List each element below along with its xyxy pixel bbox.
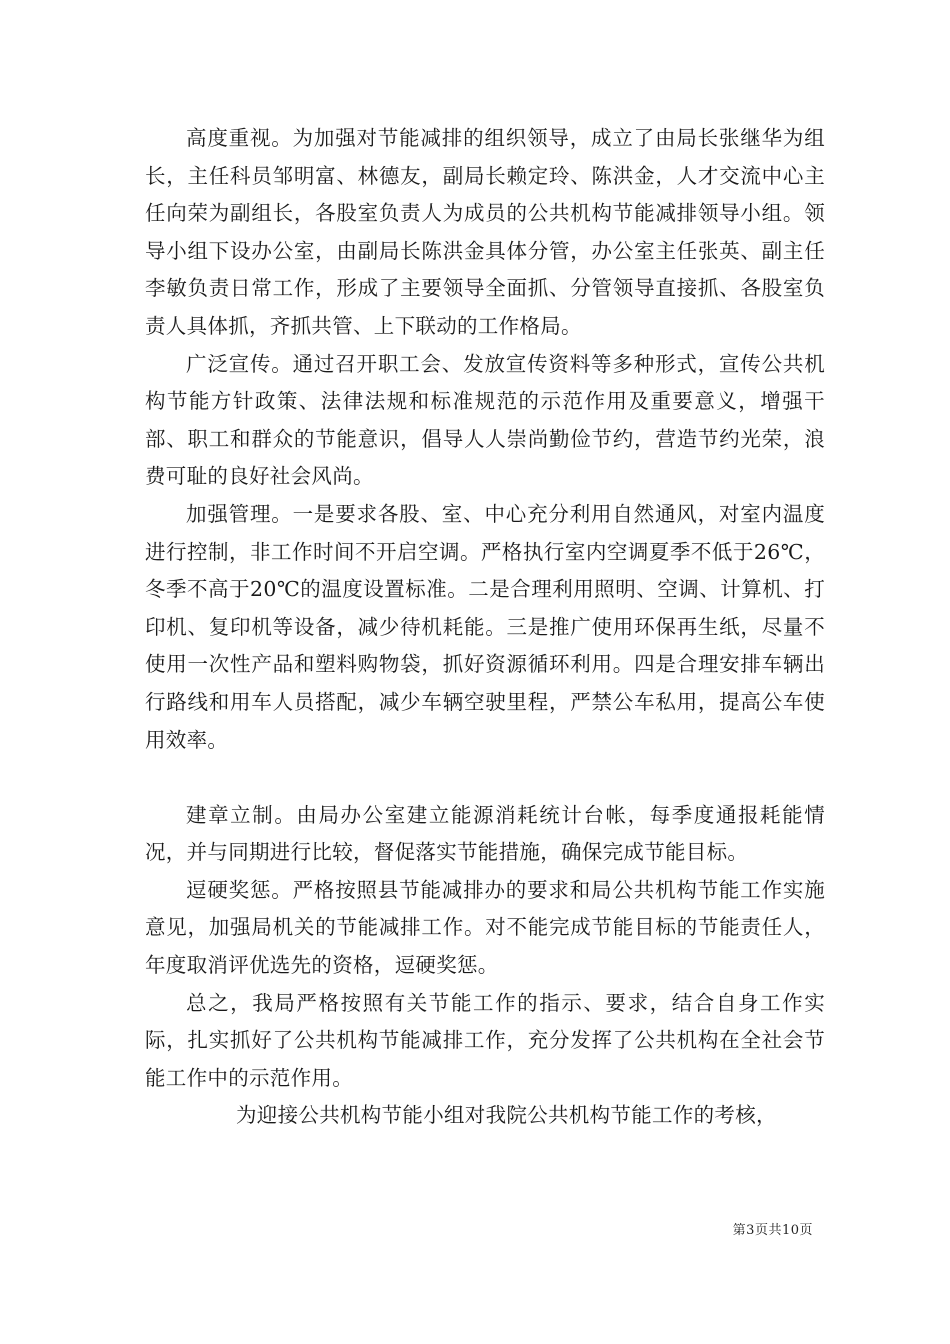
paragraph-publicity: 广泛宣传。通过召开职工会、发放宣传资料等多种形式，宣传公共机构节能方针政策、法律法规和标准规范的示范作用及重要意义，增强干部、职工和群众的节能意识，倡导人人崇尚勤俭节约，营造节约光荣，浪费可耻的良好社会风尚。 [145, 351, 825, 489]
document-body [145, 120, 825, 1135]
paragraph-rewards: 逗硬奖惩。严格按照县节能减排办的要求和局公共机构节能工作实施意见，加强局机关的节能减排工作。对不能完成节能目标的节能责任人，年度取消评优选先的资格，逗硬奖惩。 [145, 877, 825, 978]
paragraph-regulations: 建章立制。由局办公室建立能源消耗统计台帐，每季度通报耗能情况，并与同期进行比较，督促落实节能措施，确保完成节能目标。 [145, 802, 825, 865]
paragraph-summary: 总之，我局严格按照有关节能工作的指示、要求，结合自身工作实际，扎实抓好了公共机构节能减排工作，充分发挥了公共机构在全社会节能工作中的示范作用。 [145, 990, 825, 1090]
paragraph-management: 加强管理。一是要求各股、室、中心充分利用自然通风，对室内温度进行控制，非工作时间不开启空调。严格执行室内空调夏季不低于26℃，冬季不高于20℃的温度设置标准。二是合理利用照明、空调、计算机、打印机、复印机等设备，减少待机耗能。三是推广使用环保再生纸，尽量不使用一次性产品和塑料购物袋，抓好资源循环利用。四是合理安排车辆出行路线和用车人员搭配，减少车辆空驶里程，严禁公车私用，提高公车使用效率。 [145, 501, 825, 752]
paragraph-leadership: 高度重视。为加强对节能减排的组织领导，成立了由局长张继华为组长，主任科员邹明富、林德友，副局长赖定玲、陈洪金，人才交流中心主任向荣为副组长，各股室负责人为成员的公共机构节能减排领导小组。领导小组下设办公室，由副局长陈洪金具体分管，办公室主任张英、副主任李敏负责日常工作，形成了主要领导全面抓、分管领导直接抓、各股室负责人具体抓，齐抓共管、上下联动的工作格局。 [145, 126, 825, 338]
page-number: 第3页共10页 [732, 1223, 813, 1238]
paragraph-assessment: 为迎接公共机构节能小组对我院公共机构节能工作的考核， [236, 1103, 777, 1128]
blank-line [145, 759, 825, 797]
